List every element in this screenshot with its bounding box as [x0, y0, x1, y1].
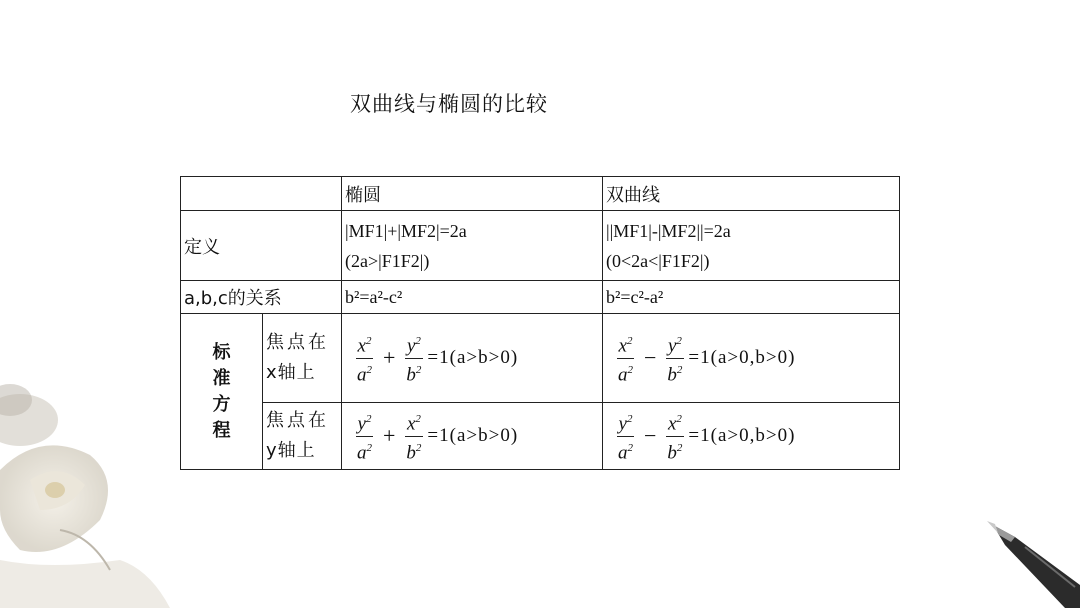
operator: + [383, 423, 396, 448]
flower-decoration-icon [0, 360, 170, 608]
comparison-table [180, 176, 900, 470]
table-header-row [181, 177, 900, 211]
header-corner-cell [181, 177, 342, 211]
frac-numerator: x [406, 413, 416, 435]
page-title: 双曲线与椭圆的比较 [350, 92, 548, 116]
frac-denominator: a [618, 363, 628, 385]
frac-denominator: b [667, 441, 677, 463]
header-ellipse: 椭圆 [342, 177, 603, 211]
x-focus-ellipse-equation: $\frac{x^2}{a^2}$ + $\frac{y^2}{b^2}$ =1(a>b>0) [342, 314, 603, 403]
y-focus-label-line2: y轴上 [266, 440, 316, 461]
hyperbola-definition-line2: (0<2a<|F1F2|) [606, 250, 710, 271]
frac-denominator: a [357, 363, 367, 385]
x-focus-label-line1: 焦点在 [266, 332, 329, 353]
frac-numerator: y [357, 413, 366, 435]
operator: − [644, 345, 657, 370]
frac-numerator: x [618, 335, 627, 357]
equation-tail: =1(a>b>0) [427, 425, 519, 446]
y-focus-label [263, 403, 342, 470]
frac-numerator: y [667, 335, 677, 357]
x-focus-label-line2: x轴上 [266, 362, 316, 383]
frac-numerator: y [406, 335, 416, 357]
header-hyperbola: 双曲线 [603, 177, 900, 211]
hyperbola-definition-cell [603, 211, 900, 281]
ellipse-definition-line2: (2a>|F1F2|) [345, 250, 430, 271]
equation-tail: =1(a>b>0) [427, 347, 519, 368]
x-focus-row [181, 314, 900, 403]
standard-equation-char: 标 [212, 341, 231, 363]
operator: + [383, 345, 396, 370]
hyperbola-relation: b²=c²-a² [603, 281, 900, 314]
y-focus-label-line1: 焦点在 [266, 410, 329, 431]
operator: − [644, 423, 657, 448]
ellipse-relation: b²=a²-c² [342, 281, 603, 314]
y-focus-ellipse-equation: $\frac{y^2}{a^2}$ + $\frac{x^2}{b^2}$ =1(a>b>0) [342, 403, 603, 470]
x-focus-hyperbola-equation: $\frac{x^2}{a^2}$ − $\frac{y^2}{b^2}$ =1(a>0,b>0) [603, 314, 900, 403]
relation-label: a,b,c的关系 [181, 281, 342, 314]
ellipse-definition-cell [342, 211, 603, 281]
equation-tail: =1(a>0,b>0) [688, 425, 796, 446]
definition-label: 定义 [181, 211, 342, 281]
y-focus-hyperbola-equation: $\frac{y^2}{a^2}$ − $\frac{x^2}{b^2}$ =1(a>0,b>0) [603, 403, 900, 470]
frac-numerator: y [618, 413, 627, 435]
frac-numerator: x [667, 413, 677, 435]
definition-row [181, 211, 900, 281]
frac-denominator: a [357, 441, 367, 463]
y-focus-row [181, 403, 900, 470]
frac-numerator: x [357, 335, 366, 357]
x-focus-label [263, 314, 342, 403]
standard-equation-char: 程 [212, 419, 231, 441]
standard-equation-char: 准 [212, 367, 231, 389]
hyperbola-definition-line1: ||MF1|-|MF2||=2a [606, 220, 731, 241]
ellipse-definition-line1: |MF1|+|MF2|=2a [345, 220, 467, 241]
frac-denominator: b [406, 441, 416, 463]
frac-denominator: b [406, 363, 416, 385]
standard-equation-label [181, 314, 263, 470]
relation-row [181, 281, 900, 314]
frac-denominator: b [667, 363, 677, 385]
equation-tail: =1(a>0,b>0) [688, 347, 796, 368]
frac-denominator: a [618, 441, 628, 463]
pen-decoration-icon [985, 515, 1080, 608]
standard-equation-char: 方 [212, 393, 231, 415]
